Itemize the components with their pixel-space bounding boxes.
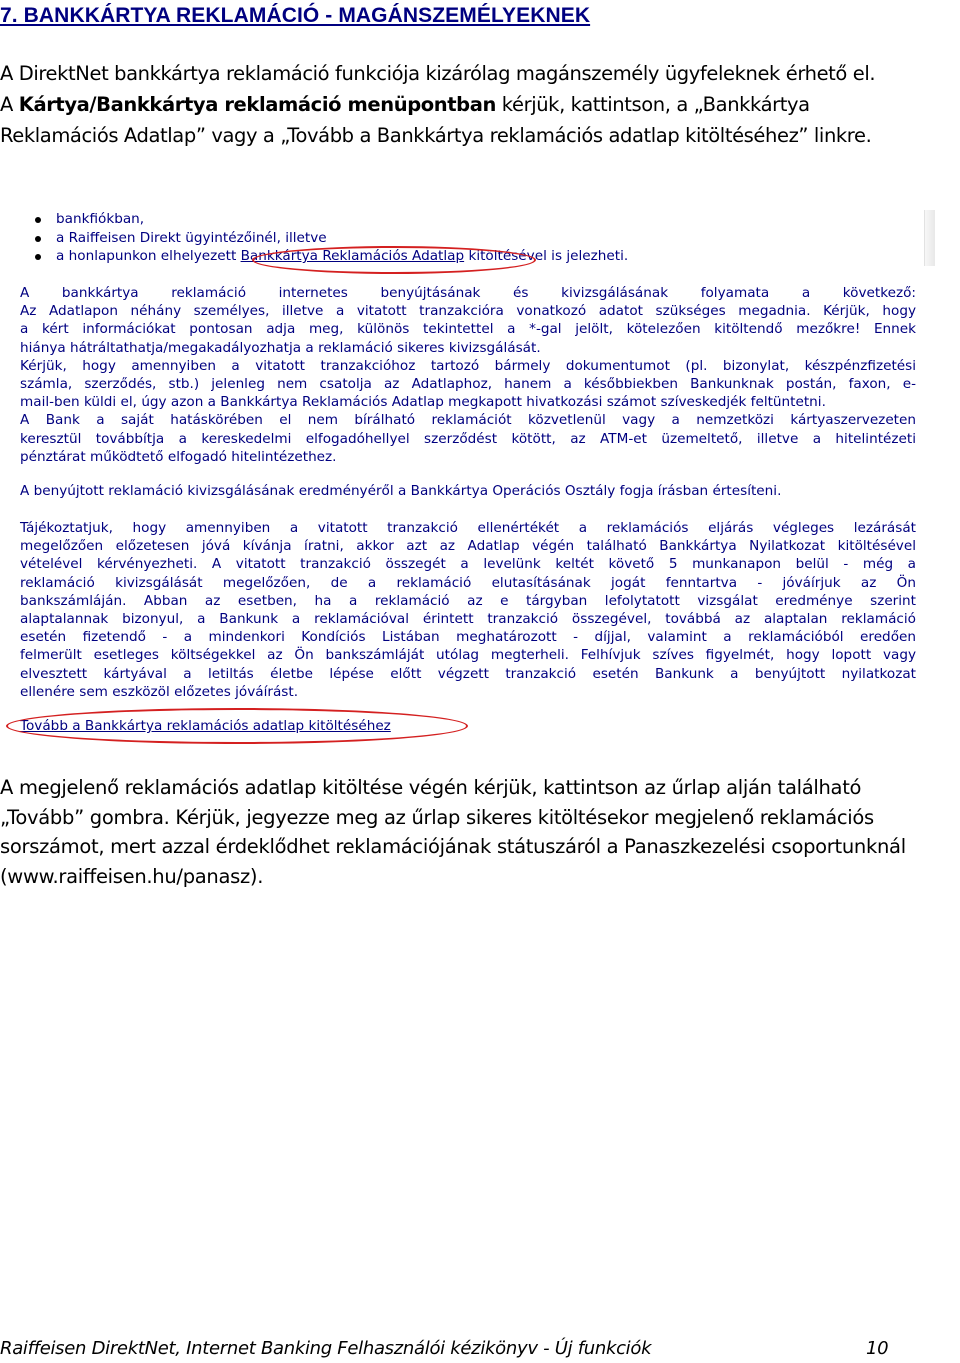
embedded-screenshot [14, 206, 924, 750]
notification-paragraph: A benyújtott reklamáció kivizsgálásának eredményéről a Bankkártya Operációs Osztály fogja írásban értesíteni. [20, 483, 782, 499]
refund-line: megelőzően előzetesen jóvá kívánja íratni, akkor azt az Adatlap végén található Bankkártya Nyilatkozat kitöltésével [20, 538, 916, 555]
process-line: mail-ben küldi el, úgy azon a Bankkártya Reklamációs Adatlap megkapott hivatkozási számot szíveskedjék feltüntetni. [20, 394, 826, 411]
reclamation-form-link[interactable]: Bankkártya Reklamációs Adatlap [240, 248, 465, 264]
process-line: a kért információkat pontosan adja meg, különös tekintettel a *-gal jelölt, kötelezően kitöltendő mezőkre! Ennek [20, 321, 916, 338]
refund-line: esetén fizetendő - a mindenkori Kondíciós Listában meghatározott - díjjal, valamint a reklamációból eredően [20, 629, 916, 646]
page-number: 10 [866, 1338, 889, 1359]
refund-line: alaptalannak bizonyul, a Bankunk a reklamációval érintett tranzakció összegével, továbbá az alaptalan reklamáció [20, 611, 916, 628]
refund-line: reklamáció kivizsgálását megelőzően, de a reklamáció elutasításának jogát fenntartva - jóváírjuk az Ön [20, 574, 916, 591]
intro-line-3: Reklamációs Adatlap” vagy a „Tovább a Bankkártya reklamációs adatlap kitöltéséhez” linkre. [0, 124, 872, 147]
process-line: A bankkártya reklamáció internetes benyújtásának és kivizsgálásának folyamata a következő: [20, 285, 916, 301]
list-item: a honlapunkon elhelyezett Bankkártya Reklamációs Adatlap kitöltésével is jelezheti. [30, 247, 628, 266]
menu-path: Kártya/Bankkártya reklamáció menüpontban [18, 93, 496, 116]
refund-line: bankszámláján. Abban az esetben, ha a reklamáció az e tárgyban lefolytatott vizsgálat eredménye szerint [20, 592, 916, 609]
intro-paragraph [0, 58, 955, 151]
section-heading: 7. BANKKÁRTYA REKLAMÁCIÓ - MAGÁNSZEMÉLYEKNEK [0, 4, 591, 27]
intro-line-2-pre: A [0, 93, 19, 116]
intro-line-2 [0, 89, 955, 120]
continue-link-row [20, 717, 916, 735]
refund-paragraph [20, 519, 916, 701]
process-line: számla, szerződés, stb.) jelenleg nem csatolja az Adatlaphoz, hanem a későbbiekben Bankunknak postán, faxon, e- [20, 376, 916, 393]
channel-list [30, 210, 628, 266]
closing-paragraph: A megjelenő reklamációs adatlap kitöltése végén kérjük, kattintson az űrlap alján található „Tovább” gombra. Kérjük, jegyezze meg az űrlap sikeres kitöltésekor megjelenő reklamációs sorszámot, mert azzal érdeklődhet reklamációjának státuszáról a Panaszkezelési csoportunknál (www.raiffeisen.hu/panasz). [0, 776, 906, 888]
document-title: Raiffeisen DirektNet, Internet Banking Felhasználói kézikönyv - Új funkciók [0, 1338, 652, 1359]
intro-line-1: A DirektNet bankkártya reklamáció funkciója kizárólag magánszemély ügyfeleknek érhető el. [0, 62, 876, 85]
continue-to-form-link[interactable]: Tovább a Bankkártya reklamációs adatlap kitöltéséhez [20, 718, 391, 734]
process-paragraph [20, 284, 916, 466]
refund-line: Tájékoztatjuk, hogy amennyiben a vitatott tranzakció ellenértékét a reklamációs eljárás végleges lezárását [20, 520, 916, 536]
refund-line: felmerült esetleges költségekkel az Ön bankszámláját utólag megterheli. Felhívjuk szíves figyelmét, hogy lopott vagy [20, 647, 916, 664]
process-line: A Bank a saját hatáskörében el nem bírálható reklamációt közvetlenül vagy a nemzetközi kártyaszervezeten [20, 412, 916, 429]
list-item: bankfiókban, [30, 210, 628, 229]
refund-line: elvesztett kártyával a letiltás életbe lépése előtt végzett tranzakció esetén Bankunk a benyújtott nyilatkozat [20, 665, 916, 682]
page-footer [0, 1336, 960, 1363]
refund-line: ellenére sem eszközöl előzetes jóváírást. [20, 683, 299, 700]
process-line: keresztül továbbítja a kereskedelmi elfogadóhellyel szerződést kötött, az ATM-et üzemeltető, illetve a hitelintézeti [20, 430, 916, 447]
process-line: Az Adatlapon néhány személyes, illetve a vitatott tranzakcióra vonatkozó adatot szükséges megadnia. Kérjük, hogy [20, 303, 916, 320]
refund-line: vételével kérvényezheti. A vitatott tranzakció összegét a levelünk keltét követő 5 munkanapon belül - még a [20, 556, 916, 573]
screenshot-edge [924, 210, 935, 266]
process-line: Kérjük, hogy amennyiben a vitatott tranzakcióhoz tartozó bármely dokumentumot (pl. bizonylat, készpénzfizetési [20, 357, 916, 374]
list-item: a Raiffeisen Direkt ügyintézőinél, illetve [30, 229, 628, 248]
process-line: hiánya hátráltathatja/megakadályozhatja a reklamáció sikeres kivizsgálását. [20, 339, 541, 356]
process-line: pénztárat működtető elfogadó hitelintézethez. [20, 448, 337, 465]
intro-line-2-post: kérjük, kattintson, a „Bankkártya [495, 93, 810, 116]
